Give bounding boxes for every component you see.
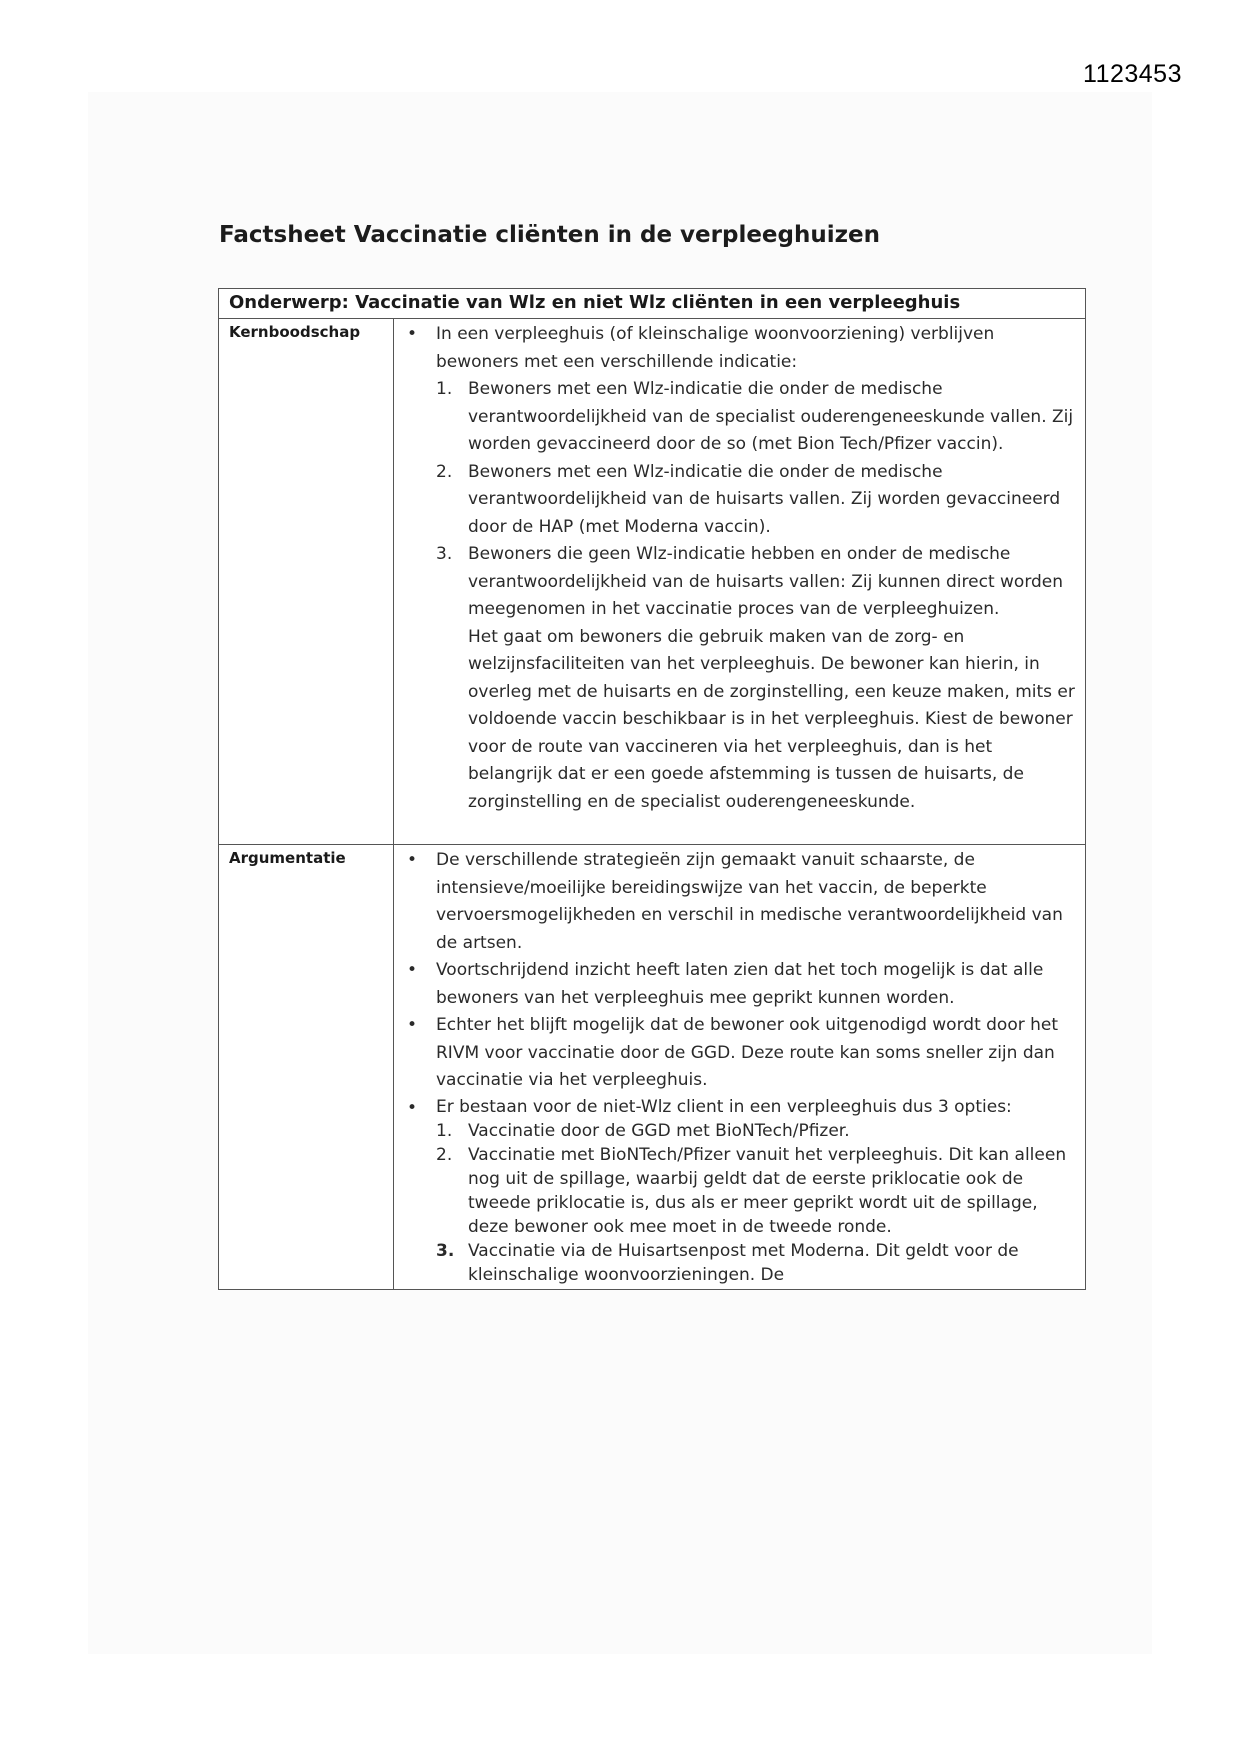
- item-text: Bewoners met een Wlz-indicatie die onder de medische verantwoordelijkheid van de specialist ouderengeneeskunde vallen. Zij worden gevaccineerd door de so (met Bion Tech/Pfizer vaccin).: [468, 379, 1074, 454]
- subject-row: [219, 289, 1086, 319]
- list-item: [436, 376, 1077, 459]
- list-item: • Echter het blijft mogelijk dat de bewoner ook uitgenodigd wordt door het RIVM voor vaccinatie door de GGD. Deze route kan soms sneller zijn dan vaccinatie via het verpleeghuis.: [436, 1012, 1077, 1095]
- argumentatie-label: Argumentatie: [219, 845, 394, 1290]
- factsheet-table: [218, 288, 1086, 1290]
- list-item: • De verschillende strategieën zijn gemaakt vanuit schaarste, de intensieve/moeilijke bereidingswijze van het vaccin, de beperkte vervoersmogelijkheden en verschil in medische verantwoordelijkheid van de artsen.: [436, 847, 1077, 957]
- list-item: [436, 321, 1077, 816]
- list-item: [436, 459, 1077, 542]
- indication-list: [436, 376, 1077, 816]
- kernboodschap-label: Kernboodschap: [219, 319, 394, 845]
- argumentatie-row: [219, 845, 1086, 1290]
- list-item: [436, 541, 1077, 816]
- option-text: Vaccinatie door de GGD met BioNTech/Pfizer.: [468, 1120, 850, 1141]
- subject-heading: Onderwerp: Vaccinatie van Wlz en niet Wlz cliënten in een verpleeghuis: [219, 289, 1086, 319]
- argumentatie-bullet-list: [404, 847, 1077, 1287]
- argumentatie-content: [394, 845, 1086, 1290]
- list-item: [436, 1143, 1077, 1239]
- list-item: [436, 1095, 1077, 1287]
- item-text: Bewoners die geen Wlz-indicatie hebben en onder de medische verantwoordelijkheid van de huisarts vallen: Zij kunnen direct worden meegenomen in het vaccinatie proces van de verpleeghuizen.: [468, 544, 1064, 619]
- option-number: 2.: [436, 1144, 453, 1165]
- option-number: 3.: [436, 1240, 455, 1261]
- options-intro: • Er bestaan voor de niet-Wlz client in een verpleeghuis dus 3 opties:: [436, 1096, 1012, 1117]
- document-number: 1123453: [1083, 60, 1182, 88]
- list-item: [436, 1239, 1077, 1287]
- option-text: Vaccinatie met BioNTech/Pfizer vanuit het verpleeghuis. Dit kan alleen nog uit de spillage, waarbij geldt dat de eerste priklocatie ook de tweede priklocatie is, dus als er meer geprikt wordt uit de spillage, deze bewoner ook mee moet in de tweede ronde.: [468, 1144, 1067, 1237]
- kernboodschap-bullet-list: [404, 321, 1077, 816]
- options-list: [436, 1119, 1077, 1287]
- item-number: 3.: [436, 544, 453, 564]
- kernboodschap-intro: In een verpleeghuis (of kleinschalige woonvoorziening) verblijven bewoners met een verschillende indicatie:: [436, 324, 995, 372]
- item-number: 1.: [436, 379, 453, 399]
- item-text: Bewoners met een Wlz-indicatie die onder de medische verantwoordelijkheid van de huisarts vallen. Zij worden gevaccineerd door de HAP (met Moderna vaccin).: [468, 461, 1061, 537]
- option-text: Vaccinatie via de Huisartsenpost met Moderna. Dit geldt voor de kleinschalige woonvoorzieningen. De: [468, 1240, 1019, 1285]
- page-title: Factsheet Vaccinatie cliënten in de verpleeghuizen: [219, 222, 880, 248]
- item-extra-text: Het gaat om bewoners die gebruik maken van de zorg- en welzijnsfaciliteiten van het verpleeghuis. De bewoner kan hierin, in overleg met de huisarts en de zorginstelling, een keuze maken, mits er voldoende vaccin beschikbaar is in het verpleeghuis. Kiest de bewoner voor de route van vaccineren via het verpleeghuis, dan is het belangrijk dat er een goede afstemming is tussen de huisarts, de zorginstelling en de specialist ouderengeneeskunde.: [468, 626, 1075, 812]
- item-number: 2.: [436, 461, 453, 482]
- option-number: 1.: [436, 1120, 453, 1141]
- kernboodschap-content: [394, 319, 1086, 845]
- list-item: [436, 1119, 1077, 1143]
- kernboodschap-row: [219, 319, 1086, 845]
- list-item: • Voortschrijdend inzicht heeft laten zien dat het toch mogelijk is dat alle bewoners van het verpleeghuis mee geprikt kunnen worden.: [436, 957, 1077, 1012]
